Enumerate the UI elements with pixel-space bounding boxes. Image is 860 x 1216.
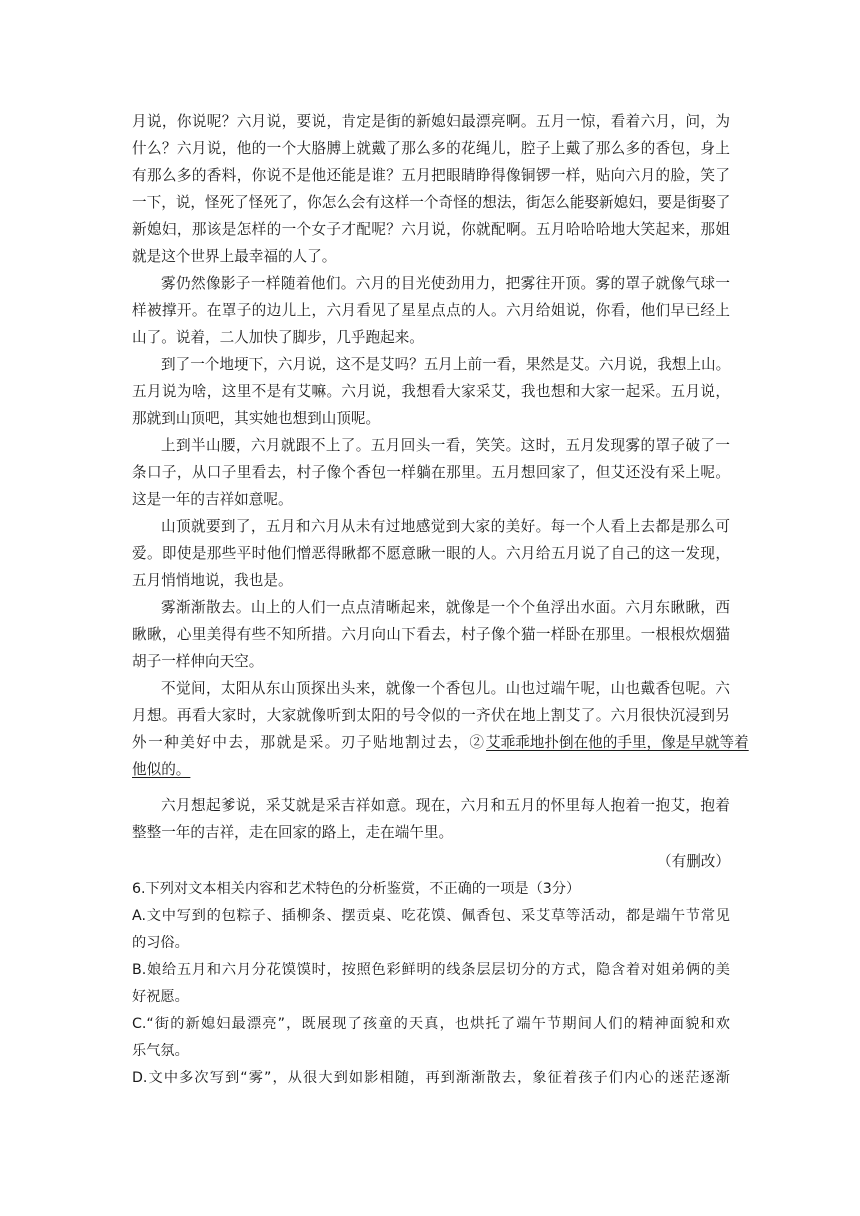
passage-line: 到了一个地埂下，六月说，这不是艾吗？五月上前一看，果然是艾。六月说，我想上山。	[161, 356, 731, 373]
passage-line: 月想。再看大家时，大家就像听到太阳的号令似的一齐伏在地上割艾了。六月很快沉浸到另	[132, 707, 730, 724]
option-d-line: D.文中多次写到“雾”，从很大到如影相随，再到渐渐散去，象征着孩子们内心的迷茫逐渐	[132, 1070, 730, 1086]
passage-line: 五月悄悄地说，我也是。	[132, 572, 293, 589]
passage-line: 不觉间，太阳从东山顶探出头来，就像一个香包儿。山也过端午呢，山也戴香包呢。六	[161, 680, 730, 697]
passage-line: 上到半山腰，六月就跟不上了。五月回头一看，笑笑。这时，五月发现雾的罩子破了一	[161, 437, 730, 454]
passage-line: 有那么多的香料，你说不是他还能是谁？五月把眼睛睁得像铜锣一样，贴向六月的脸，笑了	[132, 167, 730, 184]
underlined-sentence: 他似的。	[132, 761, 191, 778]
option-c-line: C.“街的新媳妇最漂亮”，既展现了孩童的天真，也烘托了端午节期间人们的精神面貌和欢	[132, 1016, 730, 1032]
passage-line: 山了。说着，二人加快了脚步，几乎跑起来。	[132, 329, 424, 346]
passage-line: 什么？六月说，他的一个大胳膊上就戴了那么多的花绳儿，腔子上戴了那么多的香包，身上	[132, 140, 730, 157]
passage-line: 样被撑开。在罩子的边儿上，六月看见了星星点点的人。六月给姐说，你看，他们早已经上	[132, 302, 730, 319]
passage-line: 爱。即使是那些平时他们憎恶得瞅都不愿意瞅一眼的人。六月给五月说了自己的这一发现，	[132, 545, 730, 562]
passage-line: 五月说为啥，这里不是有艾嘛。六月说，我想看大家采艾，我也想和大家一起采。五月说，	[132, 383, 730, 400]
passage-line: 胡子一样伸向天空。	[132, 653, 264, 670]
passage-line: 山顶就要到了，五月和六月从未有过地感觉到大家的美好。每一个人看上去都是那么可	[161, 518, 730, 535]
passage-line: 就是这个世界上最幸福的人了。	[132, 248, 337, 265]
passage-line: 那就到山顶吧，其实她也想到山顶呢。	[132, 410, 381, 427]
option-c-line: 乐气氛。	[132, 1043, 189, 1059]
underlined-sentence: 艾乖乖地扑倒在他的手里，像是早就等着	[486, 734, 749, 751]
option-b-line: B.娘给五月和六月分花馍馍时，按照色彩鲜明的线条层层切分的方式，隐含着对姐弟俩的美	[132, 962, 730, 978]
question-stem: 6.下列对文本相关内容和艺术特色的分析鉴赏，不正确的一项是（3分）	[132, 881, 581, 897]
passage-line: 新媳妇，那该是怎样的一个女子才配呢？六月说，你就配啊。五月哈哈哈地大笑起来，那姐	[132, 221, 730, 238]
passage-line: 一下，说，怪死了怪死了，你怎么会有这样一个奇怪的想法，街怎么能娶新媳妇，要是街娶了	[132, 194, 731, 211]
option-a-line: A.文中写到的包粽子、插柳条、摆贡桌、吃花馍、佩香包、采艾草等活动，都是端午节常见	[132, 908, 730, 924]
source-note: （有删改）	[657, 853, 730, 870]
passage-line: 条口子，从口子里看去，村子像个香包一样躺在那里。五月想回家了，但艾还没有采上呢。	[132, 464, 730, 481]
option-a-line: 的习俗。	[132, 935, 189, 951]
passage-line: 这是一年的吉祥如意呢。	[132, 491, 293, 508]
passage-line: 瞅瞅，心里美得有些不知所措。六月向山下看去，村子像个猫一样卧在那里。一根根炊烟猫	[132, 626, 730, 643]
passage-line: 雾仍然像影子一样随着他们。六月的目光使劲用力，把雾往开顶。雾的罩子就像气球一	[161, 275, 730, 292]
option-b-line: 好祝愿。	[132, 989, 189, 1005]
passage-line: 雾渐渐散去。山上的人们一点点清晰起来，就像是一个个鱼浮出水面。六月东瞅瞅，西	[161, 599, 730, 616]
passage-line: 月说，你说呢？六月说，要说，肯定是街的新媳妇最漂亮啊。五月一惊，看着六月，问，为	[132, 113, 730, 130]
passage-line: 整整一年的吉祥，走在回家的路上，走在端午里。	[132, 824, 454, 841]
passage-line: 六月想起爹说，采艾就是采吉祥如意。现在，六月和五月的怀里每人抱着一抱艾，抱着	[161, 797, 730, 814]
passage-line: 外一种美好中去，那就是采。刃子贴地割过去，②	[132, 734, 484, 751]
